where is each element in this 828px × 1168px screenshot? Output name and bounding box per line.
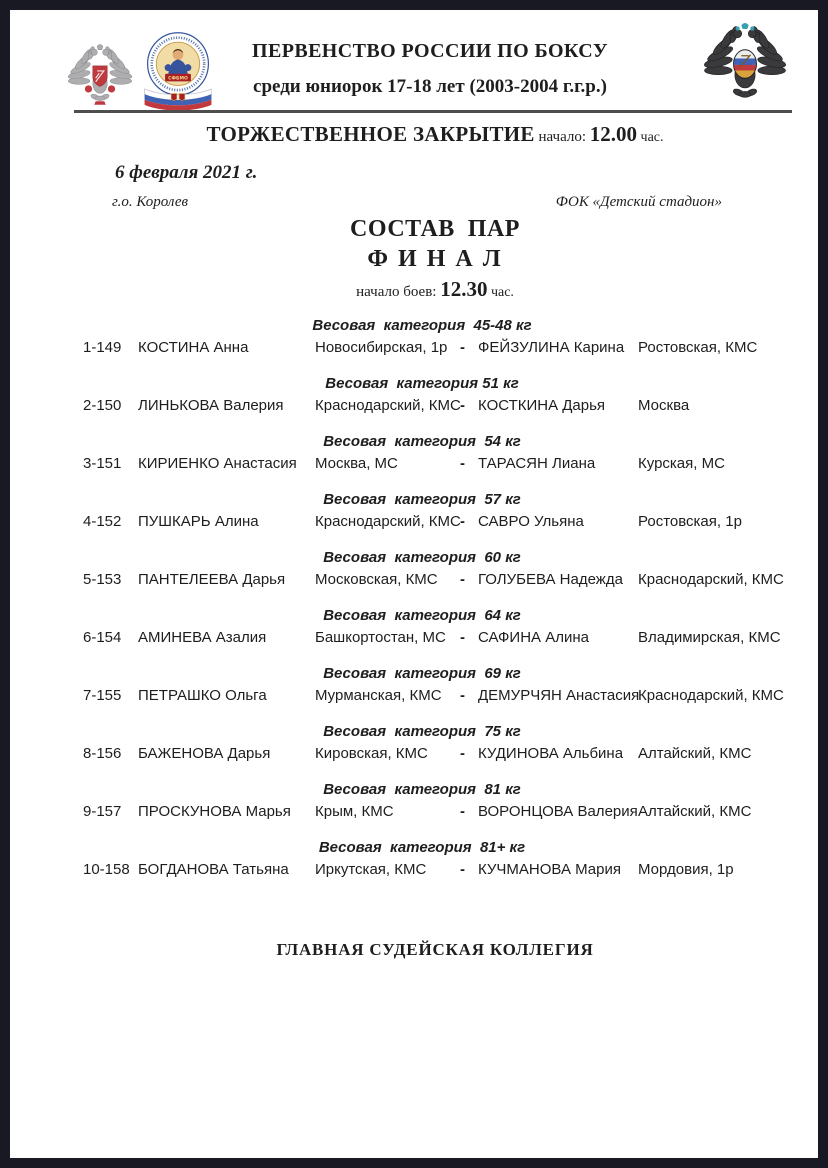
blue-corner-name: КУЧМАНОВА Мария [478, 861, 621, 878]
blue-corner-region: Владимирская, КМС [638, 629, 781, 646]
chief-judges-panel-title: ГЛАВНАЯ СУДЕЙСКАЯ КОЛЛЕГИЯ [276, 940, 594, 959]
event-city: г.о. Королев [112, 194, 189, 210]
event-location-line [112, 194, 722, 211]
blue-corner-name: КОСТКИНА Дарья [478, 397, 606, 414]
bout-group [83, 316, 800, 358]
bout-row [83, 686, 800, 706]
blue-corner-region: Курская, МС [638, 455, 725, 472]
blue-corner-region: Алтайский, КМС [638, 745, 752, 762]
weight-category-label: Весовая категория 60 кг [323, 549, 521, 566]
bout-number: 1-149 [83, 339, 122, 356]
bout-group [83, 838, 800, 880]
red-corner-name: КОСТИНА Анна [138, 339, 249, 356]
blue-corner-name: ДЕМУРЧЯН Анастасия [478, 687, 640, 704]
weight-category-label: Весовая категория 54 кг [323, 433, 521, 450]
bout-row [83, 570, 800, 590]
versus-dash: - [460, 339, 465, 356]
bouts-start-line [52, 277, 818, 302]
bout-group [83, 432, 800, 474]
bouts-list [83, 316, 800, 896]
document-page [10, 10, 818, 1158]
bouts-start-time: 12.30 [440, 277, 488, 301]
weight-category-label: Весовая категория 45-48 кг [312, 317, 532, 334]
versus-dash: - [460, 513, 465, 530]
bout-row [83, 512, 800, 532]
pairs-heading [52, 216, 818, 302]
weight-category-label: Весовая категория 57 кг [323, 491, 521, 508]
red-corner-name: ПАНТЕЛЕЕВА Дарья [138, 571, 286, 588]
versus-dash: - [460, 803, 465, 820]
blue-corner-region: Мордовия, 1р [638, 861, 734, 878]
bout-row [83, 628, 800, 648]
blue-corner-name: САВРО Ульяна [478, 513, 584, 530]
weight-category-label: Весовая категория 81 кг [323, 781, 521, 798]
blue-corner-name: ГОЛУБЕВА Надежда [478, 571, 623, 588]
tournament-subtitle: среди юниорок 17-18 лет (2003-2004 г.г.р.) [253, 76, 607, 97]
tournament-title: ПЕРВЕНСТВО РОССИИ ПО БОКСУ [252, 40, 608, 62]
closing-ceremony-line [52, 122, 818, 147]
bout-number: 5-153 [83, 571, 122, 588]
blue-corner-region: Ростовская, КМС [638, 339, 758, 356]
blue-corner-region: Алтайский, КМС [638, 803, 752, 820]
red-corner-region: Москва, МС [315, 455, 398, 472]
bout-number: 6-154 [83, 629, 122, 646]
weight-category-label: Весовая категория 51 кг [325, 375, 519, 392]
blue-corner-region: Ростовская, 1р [638, 513, 742, 530]
weight-category-label: Весовая категория 69 кг [323, 665, 521, 682]
red-corner-name: КИРИЕНКО Анастасия [138, 455, 297, 472]
versus-dash: - [460, 397, 465, 414]
red-corner-name: ПРОСКУНОВА Марья [138, 803, 291, 820]
bout-group [83, 548, 800, 590]
bouts-hours-label: час. [487, 285, 514, 300]
bout-number: 8-156 [83, 745, 122, 762]
document-header [42, 40, 818, 98]
blue-corner-region: Краснодарский, КМС [638, 687, 784, 704]
red-corner-region: Башкортостан, МС [315, 629, 446, 646]
blue-corner-name: ФЕЙЗУЛИНА Карина [478, 339, 625, 356]
red-corner-name: АМИНЕВА Азалия [138, 629, 267, 646]
bout-number: 9-157 [83, 803, 122, 820]
emblem-banner-text: СФБМО [168, 76, 188, 82]
versus-dash: - [460, 629, 465, 646]
event-venue: ФОК «Детский стадион» [555, 194, 722, 210]
bout-group [83, 664, 800, 706]
red-corner-region: Мурманская, КМС [315, 687, 442, 704]
red-corner-region: Краснодарский, КМС [315, 513, 461, 530]
blue-corner-region: Москва [638, 397, 690, 414]
red-corner-region: Московская, КМС [315, 571, 438, 588]
red-corner-name: БАЖЕНОВА Дарья [138, 745, 271, 762]
bout-row [83, 744, 800, 764]
bout-number: 2-150 [83, 397, 122, 414]
red-corner-name: ЛИНЬКОВА Валерия [138, 397, 284, 414]
bout-group [83, 780, 800, 822]
weight-category-label: Весовая категория 64 кг [323, 607, 521, 624]
bout-number: 4-152 [83, 513, 122, 530]
bout-row [83, 338, 800, 358]
versus-dash: - [460, 687, 465, 704]
bout-number: 3-151 [83, 455, 122, 472]
blue-corner-region: Краснодарский, КМС [638, 571, 784, 588]
bout-group [83, 490, 800, 532]
blue-corner-name: КУДИНОВА Альбина [478, 745, 624, 762]
ceremony-start-label: начало: [534, 129, 590, 145]
red-corner-name: ПУШКАРЬ Алина [138, 513, 259, 530]
weight-category-label: Весовая категория 75 кг [323, 723, 521, 740]
red-corner-region: Новосибирская, 1р [315, 339, 448, 356]
bout-row [83, 860, 800, 880]
bouts-start-label: начало боев: [356, 284, 441, 300]
bout-group [83, 374, 800, 416]
ceremony-start-time: 12.00 [589, 122, 638, 146]
bout-group [83, 606, 800, 648]
blue-corner-name: САФИНА Алина [478, 629, 589, 646]
bout-number: 7-155 [83, 687, 122, 704]
versus-dash: - [460, 861, 465, 878]
bout-row [83, 396, 800, 416]
red-corner-region: Иркутская, КМС [315, 861, 427, 878]
event-date: 6 февраля 2021 г. [115, 162, 258, 183]
blue-corner-name: ТАРАСЯН Лиана [478, 455, 596, 472]
red-corner-region: Кировская, КМС [315, 745, 428, 762]
red-corner-region: Краснодарский, КМС [315, 397, 461, 414]
ceremony-hours-label: час. [637, 130, 664, 145]
weight-category-label: Весовая категория 81+ кг [318, 839, 526, 856]
bout-row [83, 454, 800, 474]
versus-dash: - [460, 455, 465, 472]
header-divider [74, 110, 792, 113]
bout-number: 10-158 [83, 861, 130, 878]
versus-dash: - [460, 571, 465, 588]
bout-group [83, 722, 800, 764]
red-corner-region: Крым, КМС [315, 803, 394, 820]
versus-dash: - [460, 745, 465, 762]
red-corner-name: ПЕТРАШКО Ольга [138, 687, 267, 704]
red-corner-name: БОГДАНОВА Татьяна [138, 861, 289, 878]
pairs-title: СОСТАВ ПАР [350, 216, 520, 242]
blue-corner-name: ВОРОНЦОВА Валерия [478, 803, 638, 820]
final-title: Ф И Н А Л [367, 246, 503, 272]
ceremony-title: ТОРЖЕСТВЕННОЕ ЗАКРЫТИЕ [206, 122, 535, 146]
bout-row [83, 802, 800, 822]
